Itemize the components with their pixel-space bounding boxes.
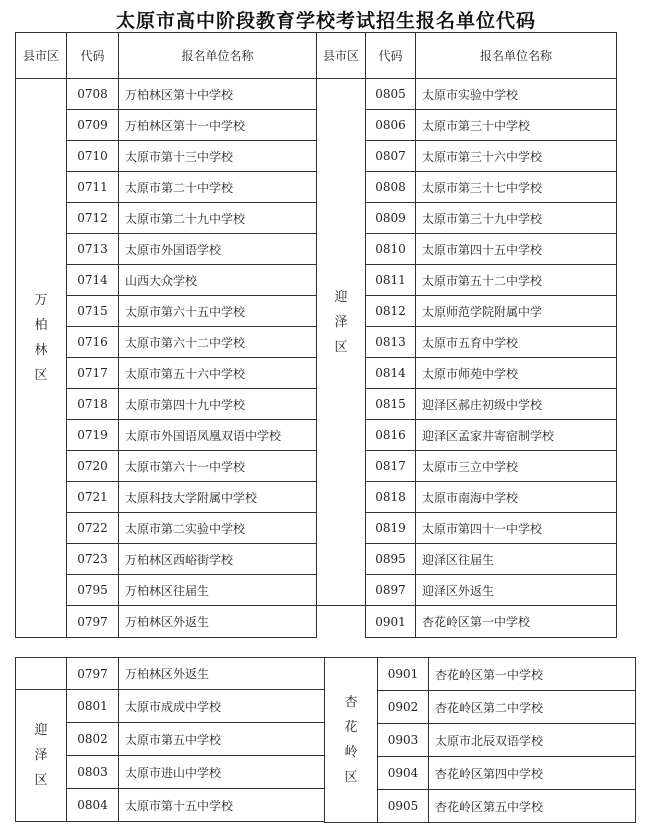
unit-name: 太原市进山中学校	[119, 756, 325, 789]
upper-left-table	[15, 32, 317, 638]
unit-name: 太原市第三十中学校	[416, 110, 617, 141]
unit-code: 0804	[67, 789, 119, 822]
unit-name: 迎泽区孟家井寄宿制学校	[416, 420, 617, 451]
unit-code: 0811	[366, 265, 416, 296]
unit-name: 杏花岭区第五中学校	[429, 790, 636, 823]
unit-code: 0720	[67, 451, 119, 482]
unit-name: 太原市第三十九中学校	[416, 203, 617, 234]
unit-name: 太原市师苑中学校	[416, 358, 617, 389]
unit-code: 0903	[378, 724, 429, 757]
unit-name: 太原市外国语凤凰双语中学校	[119, 420, 317, 451]
header-district: 县市区	[16, 33, 67, 79]
unit-code: 0719	[67, 420, 119, 451]
table-row	[317, 79, 617, 110]
unit-code: 0711	[67, 172, 119, 203]
unit-name: 万柏林区西峪街学校	[119, 544, 317, 575]
unit-code: 0710	[67, 141, 119, 172]
unit-name: 迎泽区郝庄初级中学校	[416, 389, 617, 420]
table-row	[325, 658, 636, 691]
unit-code: 0819	[366, 513, 416, 544]
unit-name: 太原市第三十七中学校	[416, 172, 617, 203]
header-code: 代码	[366, 33, 416, 79]
unit-code: 0708	[67, 79, 119, 110]
district-cell	[16, 79, 67, 638]
unit-code: 0797	[67, 606, 119, 638]
table-row	[16, 690, 325, 723]
lower-right-table	[324, 657, 636, 823]
header-name: 报名单位名称	[416, 33, 617, 79]
unit-code: 0713	[67, 234, 119, 265]
header-district: 县市区	[317, 33, 366, 79]
unit-name: 太原市三立中学校	[416, 451, 617, 482]
unit-code: 0717	[67, 358, 119, 389]
unit-name: 太原科技大学附属中学校	[119, 482, 317, 513]
unit-name: 太原市南海中学校	[416, 482, 617, 513]
unit-name: 太原师范学院附属中学	[416, 296, 617, 327]
unit-name: 太原市第三十六中学校	[416, 141, 617, 172]
unit-code: 0905	[378, 790, 429, 823]
unit-code: 0897	[366, 575, 416, 606]
unit-name: 太原市五育中学校	[416, 327, 617, 358]
unit-code: 0714	[67, 265, 119, 296]
unit-code: 0715	[67, 296, 119, 327]
unit-code: 0797	[67, 658, 119, 690]
unit-name: 太原市第六十一中学校	[119, 451, 317, 482]
unit-code: 0718	[67, 389, 119, 420]
unit-name: 太原市实验中学校	[416, 79, 617, 110]
unit-name: 太原市北辰双语学校	[429, 724, 636, 757]
unit-name: 太原市第五十二中学校	[416, 265, 617, 296]
unit-code: 0802	[67, 723, 119, 756]
unit-name: 太原市第五中学校	[119, 723, 325, 756]
unit-name: 万柏林区外返生	[119, 606, 317, 638]
header-row	[317, 33, 617, 79]
district-cell	[16, 690, 67, 822]
unit-name: 太原市第二十九中学校	[119, 203, 317, 234]
unit-name: 杏花岭区第一中学校	[416, 606, 617, 638]
unit-code: 0813	[366, 327, 416, 358]
unit-code: 0806	[366, 110, 416, 141]
unit-code: 0815	[366, 389, 416, 420]
unit-name: 万柏林区往届生	[119, 575, 317, 606]
unit-code: 0901	[378, 658, 429, 691]
unit-code: 0795	[67, 575, 119, 606]
page-title: 太原市高中阶段教育学校考试招生报名单位代码	[115, 10, 536, 32]
unit-name: 杏花岭区第四中学校	[429, 757, 636, 790]
district-cell	[325, 658, 378, 823]
unit-name: 太原市第二实验中学校	[119, 513, 317, 544]
unit-code: 0709	[67, 110, 119, 141]
header-name: 报名单位名称	[119, 33, 317, 79]
unit-name: 太原市第六十五中学校	[119, 296, 317, 327]
unit-name: 太原市成成中学校	[119, 690, 325, 723]
unit-code: 0895	[366, 544, 416, 575]
unit-name: 太原市外国语学校	[119, 234, 317, 265]
header-row	[16, 33, 317, 79]
unit-code: 0810	[366, 234, 416, 265]
unit-name: 太原市第四十九中学校	[119, 389, 317, 420]
unit-name: 太原市第四十一中学校	[416, 513, 617, 544]
unit-code: 0812	[366, 296, 416, 327]
unit-name: 杏花岭区第一中学校	[429, 658, 636, 691]
unit-code: 0814	[366, 358, 416, 389]
district-name: 迎泽区	[334, 289, 348, 355]
unit-name: 万柏林区第十中学校	[119, 79, 317, 110]
unit-name: 太原市第二十中学校	[119, 172, 317, 203]
table-row	[16, 79, 317, 110]
lower-left-table	[15, 657, 325, 822]
unit-code: 0712	[67, 203, 119, 234]
unit-code: 0808	[366, 172, 416, 203]
unit-code: 0817	[366, 451, 416, 482]
unit-name: 万柏林区第十一中学校	[119, 110, 317, 141]
table-row	[317, 606, 617, 638]
unit-code: 0721	[67, 482, 119, 513]
district-name: 杏花岭区	[344, 695, 358, 785]
unit-code: 0723	[67, 544, 119, 575]
unit-name: 山西大众学校	[119, 265, 317, 296]
unit-code: 0716	[67, 327, 119, 358]
unit-code: 0904	[378, 757, 429, 790]
unit-name: 太原市第十五中学校	[119, 789, 325, 822]
district-name: 迎泽区	[34, 723, 48, 788]
unit-name: 杏花岭区第二中学校	[429, 691, 636, 724]
unit-name: 迎泽区外返生	[416, 575, 617, 606]
district-cell	[317, 79, 366, 606]
unit-code: 0901	[366, 606, 416, 638]
unit-name: 迎泽区往届生	[416, 544, 617, 575]
unit-name: 万柏林区外返生	[119, 658, 325, 690]
unit-name: 太原市第五十六中学校	[119, 358, 317, 389]
unit-name: 太原市第六十二中学校	[119, 327, 317, 358]
unit-code: 0805	[366, 79, 416, 110]
unit-code: 0818	[366, 482, 416, 513]
empty-cell	[16, 658, 67, 690]
unit-name: 太原市第十三中学校	[119, 141, 317, 172]
unit-code: 0801	[67, 690, 119, 723]
district-name: 万柏林区	[34, 293, 48, 383]
table-row	[16, 658, 325, 690]
unit-name: 太原市第四十五中学校	[416, 234, 617, 265]
unit-code: 0722	[67, 513, 119, 544]
upper-right-table	[316, 32, 617, 638]
unit-code: 0902	[378, 691, 429, 724]
unit-code: 0803	[67, 756, 119, 789]
unit-code: 0809	[366, 203, 416, 234]
unit-code: 0816	[366, 420, 416, 451]
header-code: 代码	[67, 33, 119, 79]
empty-cell	[317, 606, 366, 638]
unit-code: 0807	[366, 141, 416, 172]
